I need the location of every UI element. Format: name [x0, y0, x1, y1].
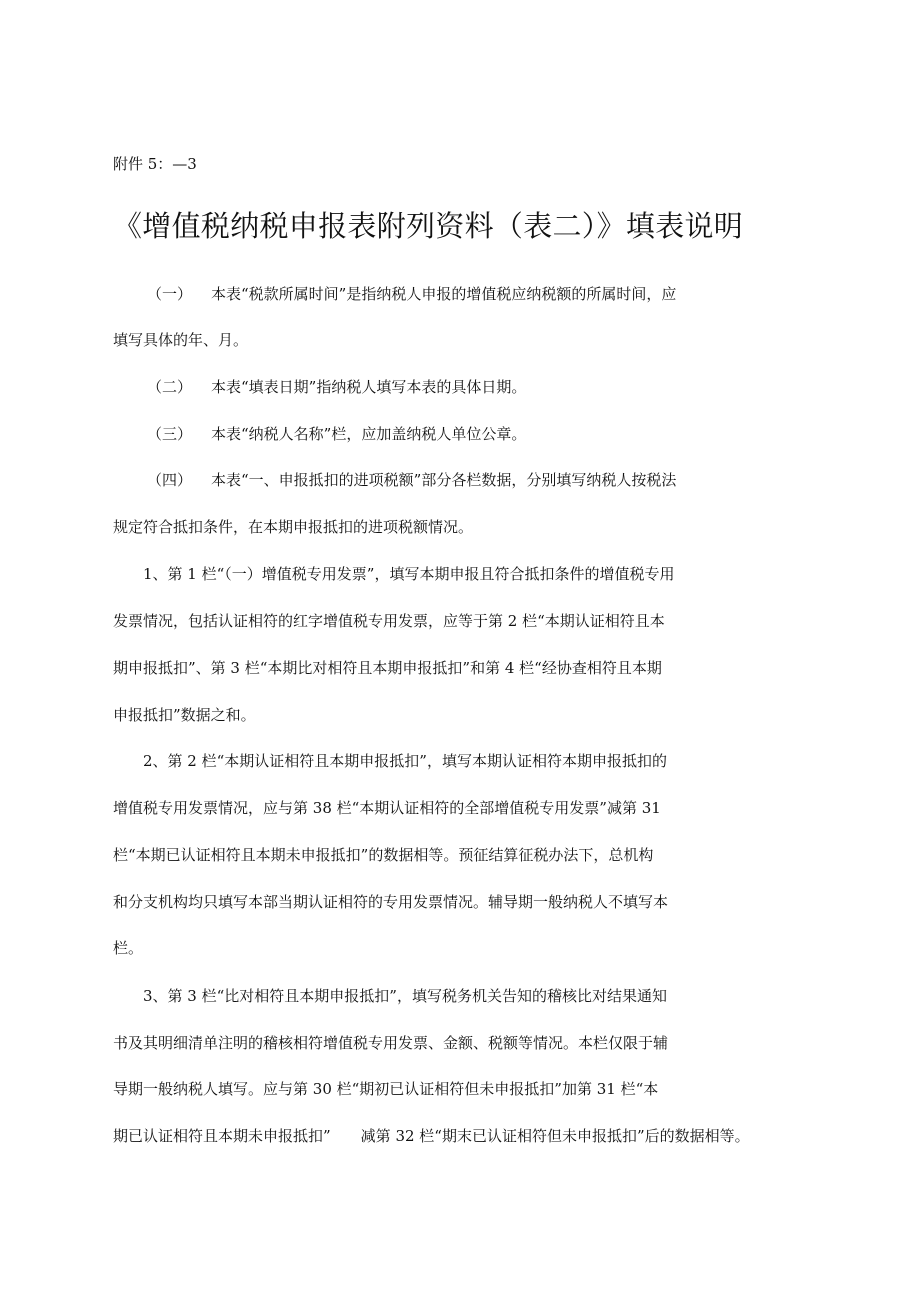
item-3-line-4-part-2: 减第 32 栏“期末已认证相符但未申报抵扣”后的数据相等。 [360, 1127, 750, 1145]
paragraph-1-number: （一） [147, 285, 193, 303]
paragraph-1-text: 本表“税款所属时间”是指纳税人申报的增值税应纳税额的所属时间，应 [211, 285, 677, 303]
item-1-line-3: 期申报抵扣”、第 3 栏“本期比对相符且本期申报抵扣”和第 4 栏“经协查相符且本期 [113, 659, 662, 677]
paragraph-3-number: （三） [147, 425, 193, 443]
paragraph-2-text: 本表“填表日期”指纳税人填写本表的具体日期。 [211, 378, 527, 396]
paragraph-4-number: （四） [147, 471, 193, 489]
paragraph-2-number: （二） [147, 378, 193, 396]
document-title: 《增值税纳税申报表附列资料（表二）》填表说明 [113, 209, 744, 243]
paragraph-4-line-2: 规定符合抵扣条件，在本期申报抵扣的进项税额情况。 [113, 518, 474, 536]
item-3-line-4-part-1: 期已认证相符且本期未申报抵扣” [113, 1127, 331, 1145]
item-3-line-4 [113, 1126, 750, 1146]
paragraph-4-text: 本表“一、申报抵扣的进项税额”部分各栏数据，分别填写纳税人按税法 [211, 471, 677, 489]
annex-label: 附件 5：—3 [113, 155, 197, 173]
item-3-line-3: 导期一般纳税人填写。应与第 30 栏“期初已认证相符但未申报抵扣”加第 31 栏“本 [113, 1080, 659, 1098]
item-3-line-2: 书及其明细清单注明的稽核相符增值税专用发票、金额、税额等情况。本栏仅限于辅 [113, 1034, 669, 1052]
paragraph-3-line-1 [147, 424, 526, 444]
item-1-line-4: 申报抵扣”数据之和。 [113, 706, 256, 724]
paragraph-3-text: 本表“纳税人名称”栏，应加盖纳税人单位公章。 [211, 425, 527, 443]
item-2-line-1: 2、第 2 栏“本期认证相符且本期申报抵扣”，填写本期认证相符本期申报抵扣的 [143, 752, 667, 770]
item-2-line-2: 增值税专用发票情况，应与第 38 栏“本期认证相符的全部增值税专用发票”减第 31 [113, 799, 661, 817]
item-1-line-2: 发票情况，包括认证相符的红字增值税专用发票，应等于第 2 栏“本期认证相符且本 [113, 612, 665, 630]
paragraph-4-line-1 [147, 470, 676, 490]
item-1-line-1: 1、第 1 栏“（一）增值税专用发票”，填写本期申报且符合抵扣条件的增值税专用 [143, 565, 675, 583]
paragraph-1-line-1 [147, 284, 676, 304]
item-3-line-1: 3、第 3 栏“比对相符且本期申报抵扣”，填写税务机关告知的稽核比对结果通知 [143, 987, 667, 1005]
item-2-line-4: 和分支机构均只填写本部当期认证相符的专用发票情况。辅导期一般纳税人不填写本 [113, 893, 669, 911]
paragraph-2-line-1 [147, 377, 526, 397]
item-2-line-3: 栏“本期已认证相符且本期未申报抵扣”的数据相等。预征结算征税办法下，总机构 [113, 846, 654, 864]
paragraph-1-line-2: 填写具体的年、月。 [113, 331, 249, 349]
item-2-line-5: 栏。 [113, 939, 144, 957]
